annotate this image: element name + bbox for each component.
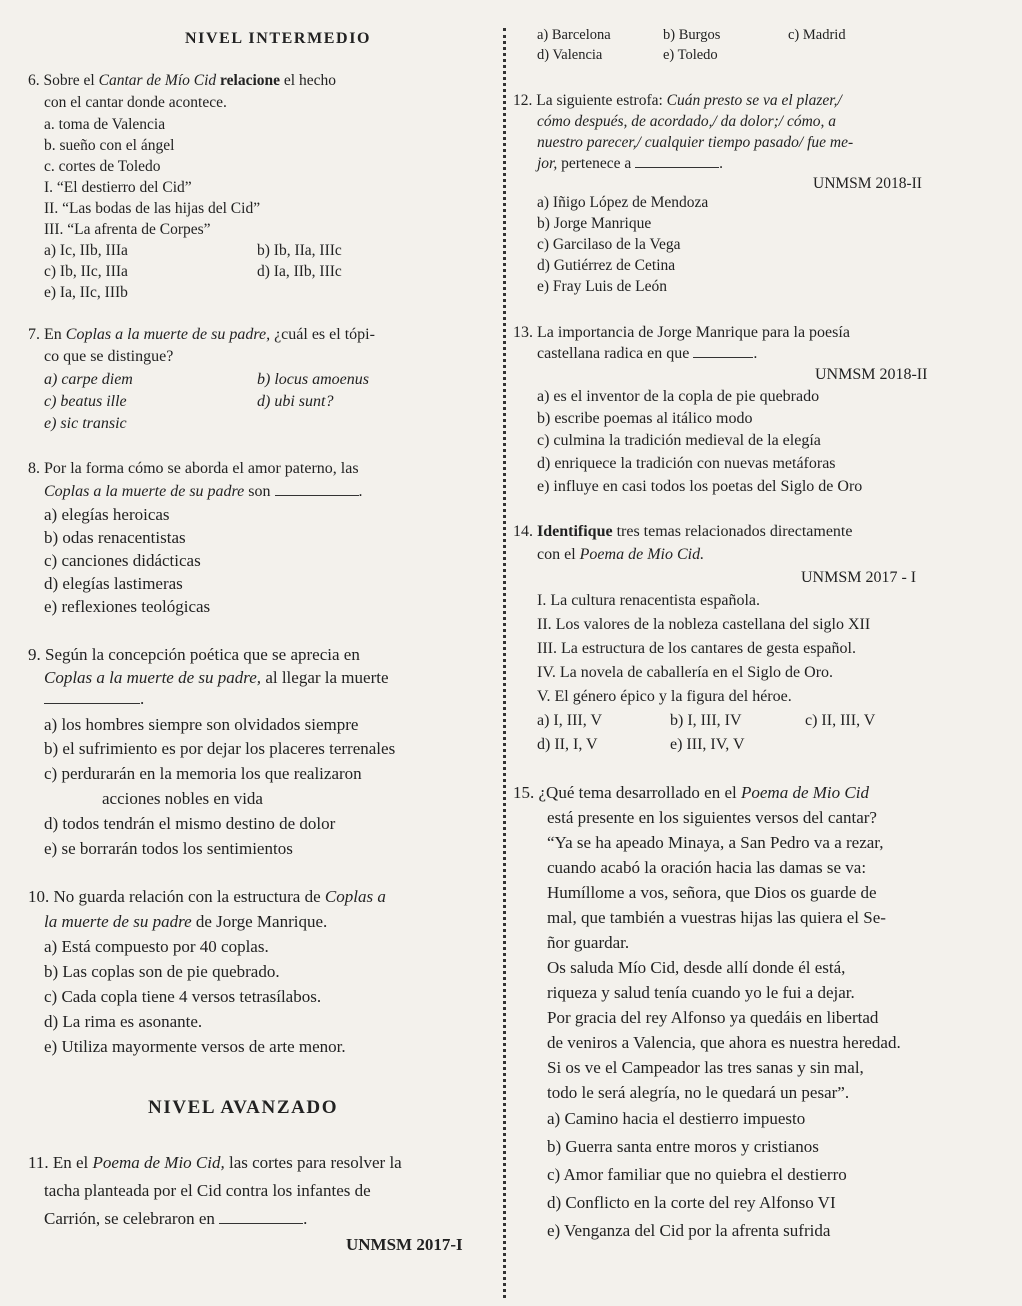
q13-opt-e[interactable]: e) influye en casi todos los poetas del Siglo de Oro [537,478,863,495]
q6-title: Cantar de Mío Cid [98,72,217,89]
q6-opt-d[interactable]: d) Ia, IIb, IIIc [257,263,342,280]
q7-text-a: 7. En [28,326,62,343]
q10-line2 [44,913,327,932]
q11-opt-c[interactable]: c) Madrid [788,27,846,43]
q14-opt-b[interactable]: b) I, III, IV [670,712,742,729]
q14-opt-d[interactable]: d) II, I, V [537,736,598,753]
q14-opt-c[interactable]: c) II, III, V [805,712,876,729]
q13-opt-d[interactable]: d) enriquece la tradición con nuevas metáforas [537,455,836,472]
q13-text: castellana radica en que [537,345,690,362]
q8-opt-d[interactable]: d) elegías lastimeras [44,574,183,593]
q12-opt-b[interactable]: b) Jorge Manrique [537,215,652,232]
q10-text-a: 10. No guarda relación con la estructura de [28,887,321,906]
q12-opt-d[interactable]: d) Gutiérrez de Cetina [537,257,676,274]
q15-line2: está presente en los siguientes versos del cantar? [547,808,877,827]
q14-text: tres temas relacionados directamente [616,523,853,540]
q12-source: UNMSM 2018-II [813,175,922,192]
q15-line1 [513,784,869,803]
q15-verse-9: de veniros a Valencia, que ahora es nuestra heredad. [547,1033,901,1052]
q10-opt-c[interactable]: c) Cada copla tiene 4 versos tetrasílabos. [44,987,322,1006]
q12-line3: nuestro parecer,/ cualquier tiempo pasado/ fue me- [537,134,854,151]
q10-line1 [28,888,386,907]
q11-text-c: Carrión, se celebraron en [44,1209,215,1228]
q12-answer-blank[interactable] [635,155,719,168]
q14-item-III: III. La estructura de los cantares de gesta español. [537,640,856,657]
q13-answer-blank[interactable] [693,345,753,358]
q9-line1: 9. Según la concepción poética que se aprecia en [28,645,360,664]
q9-text-b: al llegar la muerte [265,668,389,687]
q12-text-b: pertenece a [561,155,632,172]
q14-source: UNMSM 2017 - I [801,569,917,586]
q10-opt-b[interactable]: b) Las coplas son de pie quebrado. [44,962,280,981]
q6-opt-a[interactable]: a) Ic, IIb, IIIa [44,242,128,259]
q8-opt-b[interactable]: b) odas renacentistas [44,528,186,547]
q6-item-II: II. “Las bodas de las hijas del Cid” [44,200,261,217]
q6-opt-b[interactable]: b) Ib, IIa, IIIc [257,242,342,259]
q9-title: Coplas a la muerte de su padre, [44,668,262,687]
q11-opt-b[interactable]: b) Burgos [663,27,721,43]
q14-opt-a[interactable]: a) I, III, V [537,712,603,729]
q7-opt-e[interactable]: e) sic transic [44,415,127,432]
q10-title-a: Coplas a [324,887,386,906]
q12-text-a: 12. La siguiente estrofa: [513,92,663,109]
q11-opt-e[interactable]: e) Toledo [663,47,718,63]
q10-title-b: la muerte de su padre [44,912,192,931]
q6-text-a: Sobre el [43,72,95,89]
q10-opt-a[interactable]: a) Está compuesto por 40 coplas. [44,937,269,956]
q9-answer-blank[interactable] [44,691,140,704]
q15-verse-3: Humíllome a vos, señora, que Dios os guarde de [547,883,877,902]
q14-item-V: V. El género épico y la figura del héroe. [537,688,792,705]
q11-answer-blank[interactable] [219,1211,303,1224]
q15-opt-b[interactable]: b) Guerra santa entre moros y cristianos [547,1137,819,1156]
column-divider [503,28,506,1298]
q10-opt-e[interactable]: e) Utiliza mayormente versos de arte menor. [44,1037,346,1056]
q14-title: Poema de Mio Cid. [579,546,705,563]
q14-item-II: II. Los valores de la nobleza castellana del siglo XII [537,616,871,633]
q11-line3: Carrión, se celebraron en . [44,1209,308,1228]
q9-opt-a[interactable]: a) los hombres siempre son olvidados siempre [44,715,359,734]
q6-text-c: el hecho [283,72,336,89]
q6-item-a: a. toma de Valencia [44,116,166,133]
q14-opt-e[interactable]: e) III, IV, V [670,736,745,753]
q8-title: Coplas a la muerte de su padre [44,483,245,500]
q14-item-IV: IV. La novela de caballería en el Siglo de Oro. [537,664,834,681]
q6-opt-e[interactable]: e) Ia, IIc, IIIb [44,284,128,301]
q13-line2: castellana radica en que . [537,345,758,362]
q9-opt-d[interactable]: d) todos tendrán el mismo destino de dolor [44,814,336,833]
q13-opt-b[interactable]: b) escribe poemas al itálico modo [537,410,753,427]
q8-line2: Coplas a la muerte de su padre son . [44,483,363,500]
q9-opt-c[interactable]: c) perdurarán en la memoria los que realizaron [44,764,362,783]
q13-line1: 13. La importancia de Jorge Manrique para la poesía [513,324,850,341]
q15-verse-10: Si os ve el Campeador las tres sanas y sin mal, [547,1058,864,1077]
q15-opt-a[interactable]: a) Camino hacia el destierro impuesto [547,1109,806,1128]
q9-opt-b[interactable]: b) el sufrimiento es por dejar los placeres terrenales [44,739,396,758]
q8-opt-c[interactable]: c) canciones didácticas [44,551,201,570]
q6-line1 [28,72,336,89]
q7-opt-a[interactable]: a) carpe diem [44,371,133,388]
q15-opt-e[interactable]: e) Venganza del Cid por la afrenta sufrida [547,1221,831,1240]
q7-line1 [28,326,375,344]
q10-text-b: de Jorge Manrique. [195,912,328,931]
q15-verse-6: Os saluda Mío Cid, desde allí donde él está, [547,958,846,977]
q11-title: Poema de Mio Cid, [92,1153,225,1172]
q14-keyword: Identifique [537,523,613,540]
q14-num: 14. [513,523,533,540]
q15-verse-4: mal, que también a vuestras hijas las quiera el Se- [547,908,886,927]
q11-opt-d[interactable]: d) Valencia [537,47,603,63]
q11-source: UNMSM 2017-I [346,1235,463,1254]
q8-answer-blank[interactable] [275,483,359,496]
q13-opt-a[interactable]: a) es el inventor de la copla de pie quebrado [537,388,820,405]
q12-quote-end: jor, [537,155,558,172]
q15-verse-2: cuando acabó la oración hacia las damas se va: [547,858,867,877]
q15-text-a: 15. ¿Qué tema desarrollado en el [513,783,737,802]
q13-opt-c[interactable]: c) culmina la tradición medieval de la elegía [537,432,821,449]
q6-num: 6. [28,72,40,89]
q10-opt-d[interactable]: d) La rima es asonante. [44,1012,203,1031]
q6-opt-c[interactable]: c) Ib, IIc, IIIa [44,263,128,280]
q15-title: Poema de Mio Cid [741,783,869,802]
q8-line1: 8. Por la forma cómo se aborda el amor paterno, las [28,460,359,477]
q8-text-b: son [248,483,271,500]
q11-text-a: 11. En el [28,1153,89,1172]
q7-opt-d[interactable]: d) ubi sunt? [257,393,334,410]
q11-line1 [28,1154,402,1173]
q15-opt-d[interactable]: d) Conflicto en la corte del rey Alfonso VI [547,1193,836,1212]
q7-title: Coplas a la muerte de su padre, [65,326,271,343]
q12-opt-c[interactable]: c) Garcilaso de la Vega [537,236,681,253]
q13-source: UNMSM 2018-II [815,366,928,383]
q7-opt-b[interactable]: b) locus amoenus [257,371,369,388]
q6-line2: con el cantar donde acontece. [44,94,227,111]
nivel-avanzado-heading: NIVEL AVANZADO [148,1097,339,1118]
q12-line2: cómo después, de acordado,/ da dolor;/ cómo, a [537,113,837,130]
q7-line2: co que se distingue? [44,348,174,365]
q8-opt-a[interactable]: a) elegías heroicas [44,505,170,524]
q15-verse-7: riqueza y salud tenía cuando yo le fui a dejar. [547,983,855,1002]
q11-text-b: las cortes para resolver la [228,1153,402,1172]
q15-verse-1: “Ya se ha apeado Minaya, a San Pedro va a rezar, [547,833,884,852]
q9-opt-c-cont[interactable]: acciones nobles en vida [102,789,263,808]
q6-item-III: III. “La afrenta de Corpes” [44,221,211,238]
q15-opt-c[interactable]: c) Amor familiar que no quiebra el destierro [547,1165,847,1184]
q15-verse-8: Por gracia del rey Alfonso ya quedáis en libertad [547,1008,879,1027]
q12-quote: Cuán presto se va el plazer,/ [666,92,842,109]
q11-line2: tacha planteada por el Cid contra los infantes de [44,1181,371,1200]
q14-line2 [537,546,704,564]
q12-line1 [513,92,842,109]
q7-opt-c[interactable]: c) beatus ille [44,393,127,410]
q12-line4: jor, pertenece a . [537,155,723,172]
q12-opt-a[interactable]: a) Iñigo López de Mendoza [537,194,709,211]
q6-item-c: c. cortes de Toledo [44,158,161,175]
q12-opt-e[interactable]: e) Fray Luis de León [537,278,667,295]
q6-item-I: I. “El destierro del Cid” [44,179,192,196]
q14-text-b: con el [537,546,576,563]
q6-keyword: relacione [220,72,281,89]
q9-answer-line: . [44,690,144,709]
q7-text-b: ¿cuál es el tópi- [274,326,375,343]
q14-item-I: I. La cultura renacentista española. [537,592,760,609]
q15-verse-5: ñor guardar. [547,933,630,952]
q14-line1 [513,523,852,541]
q8-opt-e[interactable]: e) reflexiones teológicas [44,597,211,616]
q9-opt-e[interactable]: e) se borrarán todos los sentimientos [44,839,293,858]
q11-opt-a[interactable]: a) Barcelona [537,27,611,43]
q9-line2 [44,669,389,688]
q6-item-b: b. sueño con el ángel [44,137,175,154]
nivel-intermedio-heading: NIVEL INTERMEDIO [185,30,372,47]
q15-verse-11: todo le será alegría, no le quedará un pesar”. [547,1083,850,1102]
